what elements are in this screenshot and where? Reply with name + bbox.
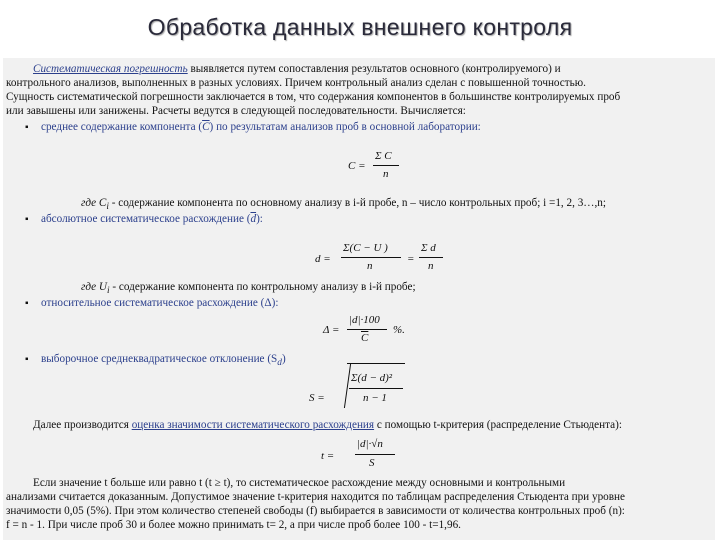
further-text: Далее производится [33, 419, 132, 431]
formula-mean-den: n [383, 168, 389, 180]
bullet-text-end: ): [256, 213, 263, 225]
bullet-std-deviation [41, 352, 286, 370]
where-text-end: - содержание компонента по основному анализу в i-й пробе, n – число контрольных проб; i =1, 2, 3…,n; [108, 197, 606, 209]
closing-line-3: значимости 0,05 (5%). При этом количество степеней свободы (f) выбирается в зависимости от количества контрольных проб (n): [6, 505, 625, 517]
formula-mean-lhs: C = [348, 160, 366, 172]
sqrt-bar [347, 363, 405, 364]
intro-line-2: контрольного анализов, выполненных в разных условиях. Причем контрольный анализ сделан с повышенной точностью. [6, 77, 586, 89]
bullet-absolute-discrepancy [41, 212, 263, 226]
fraction-bar [373, 165, 399, 166]
where-sub: i [106, 202, 109, 213]
formula-d-num1: Σ(C − U ) [343, 242, 388, 254]
formula-d-den2: n [428, 260, 434, 272]
sqrt-sign [332, 364, 351, 408]
bullet-icon: ▪ [25, 122, 29, 133]
slide-title: Обработка данных внешнего контроля [147, 14, 573, 40]
fraction-bar [341, 257, 401, 258]
bullet-text: абсолютное систематическое расхождение ( [41, 213, 251, 225]
bullet-relative-discrepancy: относительное систематическое расхождение (Δ): [41, 297, 279, 309]
fraction-bar [355, 454, 395, 455]
bullet-text-end: ) по результатам анализов проб в основной лаборатории: [209, 121, 481, 133]
scanned-page [3, 58, 715, 540]
fraction-bar [347, 329, 387, 330]
bullet-mean-content [41, 120, 481, 134]
bullet-icon: ▪ [25, 214, 29, 225]
formula-t-num: |d|·√n [357, 438, 383, 450]
mean-d-symbol: $\overline{d}$ [250, 213, 257, 225]
closing-line-4: f = n - 1. При числе проб 30 и более можно принимать t= 2, а при числе проб более 100 - t=1,96. [6, 519, 461, 531]
formula-d-lhs: d = [315, 253, 331, 265]
intro-line-3: Сущность систематической погрешности заключается в том, что содержания компонентов в большинстве контролируемых проб [6, 91, 621, 103]
formula-t-den: S [369, 457, 375, 469]
formula-delta-unit: %. [393, 324, 405, 336]
intro-line-4: или завышены или занижены. Расчеты ведутся в следующей последовательности. Вычисляется: [6, 105, 466, 117]
formula-delta-lhs: Δ = [323, 324, 340, 336]
intro-line-1 [33, 62, 561, 76]
formula-d-eq: = [407, 253, 415, 265]
formula-sd-lhs: S = [309, 392, 325, 404]
closing-line-2: анализами считается доказанным. Допустимое значение t-критерия находится по таблицам распределения Стьюдента при уровне [6, 491, 625, 503]
fraction-bar [349, 388, 403, 389]
formula-sd-den: n − 1 [363, 392, 387, 404]
bullet-text: среднее содержание компонента ( [41, 121, 203, 133]
bullet-icon: ▪ [25, 354, 29, 365]
further-link-text: оценка значимости систематического расхождения [131, 419, 375, 431]
sd-sub: d [277, 358, 282, 369]
where-sub: i [107, 286, 110, 297]
bullet-icon: ▪ [25, 298, 29, 309]
formula-delta-den: $\overline{C}$ [361, 332, 369, 344]
where-text: где C [81, 197, 107, 209]
further-line [33, 418, 622, 432]
formula-sd-num: Σ(d − d)² [351, 372, 393, 384]
bullet-text-end: ) [281, 353, 286, 365]
formula-d-num2: Σ d [421, 242, 436, 254]
formula-mean-num: Σ C [375, 150, 392, 162]
formula-delta-num: |d|·100 [349, 314, 380, 326]
where-text-end: - содержание компонента по контрольному анализу в i-й пробе; [109, 281, 416, 293]
fraction-bar [419, 257, 443, 258]
bullet-text: выборочное среднеквадратическое отклонение (S [41, 353, 278, 365]
formula-t-lhs: t = [321, 450, 335, 462]
term-systematic-error: Систематическая погрешность [33, 63, 188, 75]
further-text-end: с помощью t-критерия (распределение Стьюдента): [374, 419, 622, 431]
mean-symbol: $\overline{C}$ [202, 121, 210, 133]
formula-d-den1: n [367, 260, 373, 272]
where-text: где U [81, 281, 108, 293]
intro-text-1: выявляется путем сопоставления результатов основного (контролируемого) и [187, 63, 561, 75]
closing-line-1: Если значение t больше или равно t (t ≥ t), то систематическое расхождение между основными и контрольными [33, 477, 566, 489]
